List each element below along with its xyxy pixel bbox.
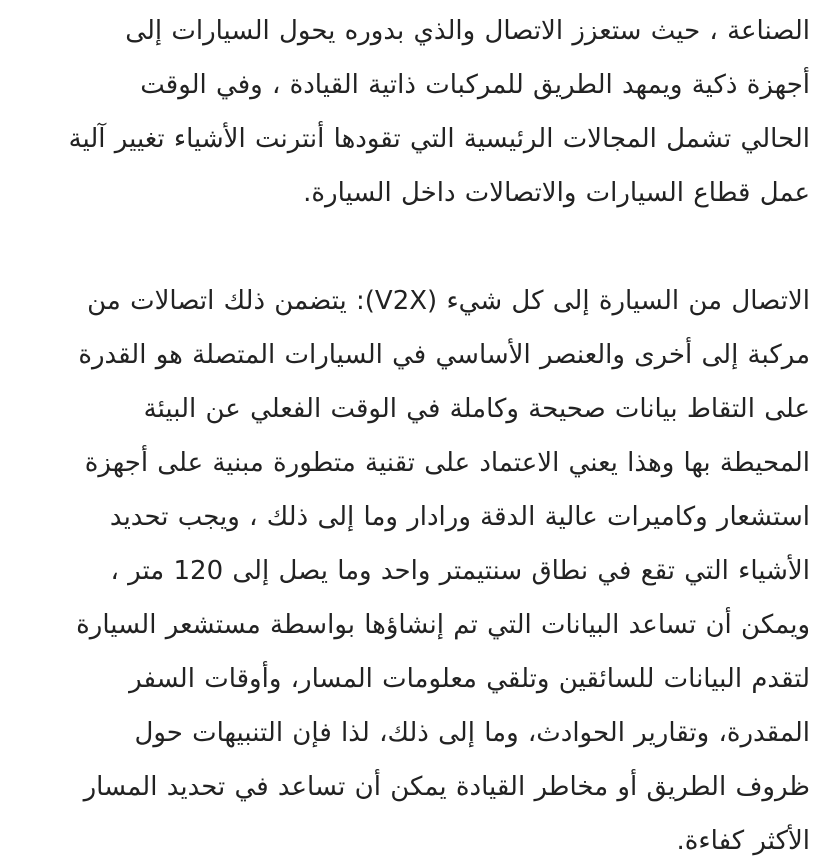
paragraph-v2x: الاتصال من السيارة إلى كل شيء (V2X): يتضمن ذلك اتصالات من مركبة إلى أخرى والعنصر الأساسي في السيارات المتصلة هو القدرة على التقاط بيانات صحيحة وكاملة في الوقت الفعلي عن البيئة المحيطة بها وهذا يعني الاعتماد على تقنية متطورة مبنية على أجهزة استشعار وكاميرات عالية الدقة ورادار وما إلى ذلك ، ويجب تحديد الأشياء التي تقع في نطاق سنتيمتر واحد وما يصل إلى 120 متر ، ويمكن أن تساعد البيانات التي تم إنشاؤها بواسطة مستشعر السيارة لتقدم البيانات للسائقين وتلقي معلومات المسار، وأوقات السفر المقدرة، وتقارير الحوادث، وما إلى ذلك، لذا فإن التنبيهات حول ظروف الطريق أو مخاطر القيادة يمكن أن تساعد في تحديد المسار الأكثر كفاءة.: [76, 286, 810, 856]
paragraph-connected-cars-intro: الصناعة ، حيث ستعزز الاتصال والذي بدوره يحول السيارات إلى أجهزة ذكية ويمهد الطريق للمركبات ذاتية القيادة ، وفي الوقت الحالي تشمل المجالات الرئيسية التي تقودها أنترنت الأشياء تغيير آلية عمل قطاع السيارات والاتصالات داخل السيارة.: [68, 16, 810, 208]
article-body: [68, 0, 810, 868]
